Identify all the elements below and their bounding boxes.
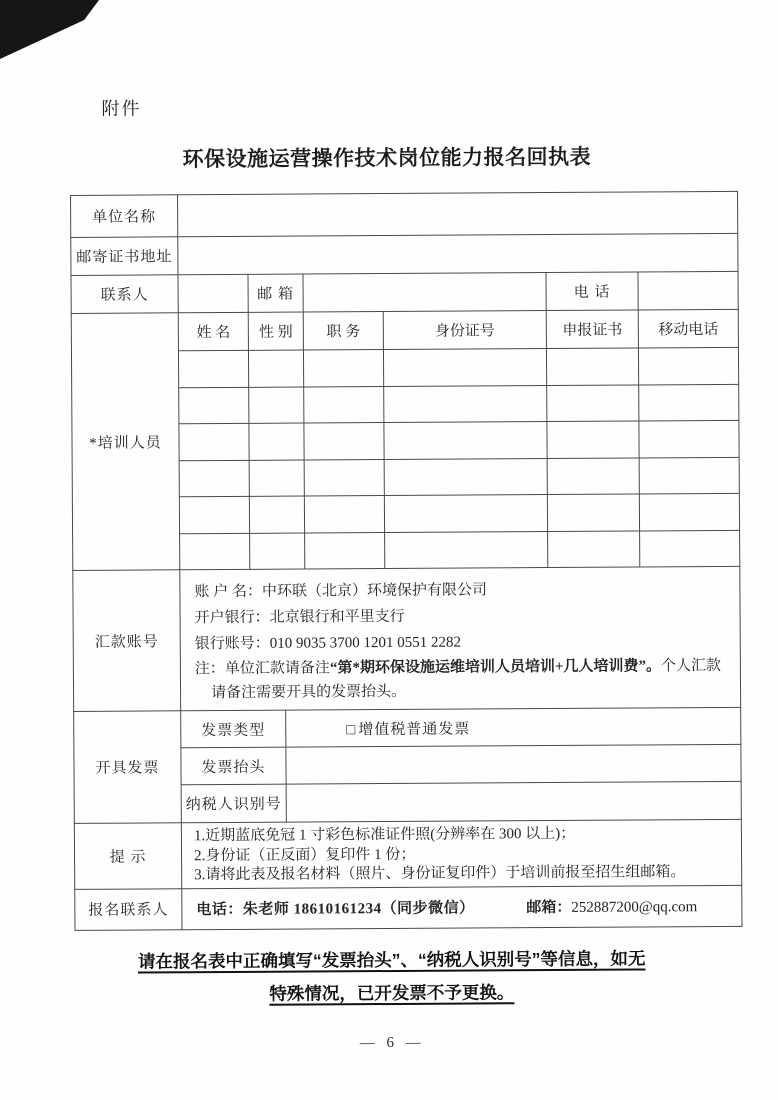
trainee-cell: [179, 460, 249, 496]
trainee-cell: [385, 532, 548, 569]
trainee-cell: [639, 457, 739, 494]
col-position: 职 务: [303, 312, 383, 350]
remittance-note-bold: “第*期环保设施运维培训人员培训+几人培训费”。: [329, 657, 662, 676]
invoice-title-label: 发票抬头: [181, 747, 286, 785]
trainee-cell: [304, 460, 384, 496]
tax-id-label: 纳税人识别号: [181, 784, 286, 823]
trainee-cell: [249, 423, 304, 460]
footer-note-line2: 特殊情况，已开发票不予更换。: [269, 981, 515, 1004]
trainee-cell: [547, 385, 639, 422]
contact-value-cell: [178, 274, 248, 312]
trainee-cell: [179, 387, 249, 423]
registration-contact-row: [75, 885, 742, 930]
trainee-cell: [384, 459, 547, 496]
unit-name-label: 单位名称: [71, 195, 178, 238]
invoice-type-row: [74, 707, 741, 748]
trainee-cell: [250, 533, 305, 569]
invoice-label: 开具发票: [74, 711, 182, 824]
trainee-cell: [178, 350, 248, 387]
tips-row: [74, 819, 741, 889]
registration-form-table: [70, 191, 742, 931]
remittance-details: [180, 566, 741, 710]
trainee-cell: [638, 347, 738, 385]
invoice-type-value: [286, 707, 741, 747]
tips-label: 提 示: [74, 823, 181, 889]
registration-contact-details: [182, 885, 742, 929]
trainee-cell: [547, 421, 639, 459]
invoice-title-value-cell: [286, 744, 741, 784]
col-mobile: 移动电话: [638, 309, 738, 348]
registration-contact-email-value: 252887200@qq.com: [571, 899, 698, 916]
remittance-note-suffix: 个人汇款请备注需要开具的发票抬头。: [211, 657, 722, 701]
phone-label: 电 话: [546, 272, 638, 311]
remittance-account-no: 银行账号：010 9035 3700 1201 0551 2282: [194, 634, 462, 652]
vat-invoice-checkbox: □: [346, 721, 357, 738]
trainees-label: *培训人员: [71, 313, 180, 571]
attachment-label: 附件: [101, 98, 142, 119]
email-value-cell: [303, 273, 546, 312]
tip-item: 3.请将此表及报名材料（照片、身份证复印件）于培训前报至招生组邮箱。: [194, 864, 686, 884]
footer-note-line1: 请在报名表中正确填写“发票抬头”、“纳税人识别号”等信息，如无: [137, 947, 646, 972]
trainee-cell: [547, 494, 639, 532]
vat-invoice-text: 增值税普通发票: [358, 721, 471, 738]
trainee-cell: [547, 458, 639, 495]
contact-label: 联系人: [71, 275, 178, 314]
tip-item: 2.身份证（正反面）复印件 1 份；: [193, 846, 416, 864]
col-certificate: 申报证书: [546, 310, 638, 349]
form-title: 环保设施运营操作技术岗位能力报名回执表: [182, 145, 592, 172]
registration-contact-phone: 电话：朱老师 18610161234（同步微信）: [196, 900, 475, 919]
trainee-cell: [304, 496, 384, 533]
trainee-cell: [639, 384, 739, 421]
remittance-note-prefix: 注：单位汇款请备注: [194, 659, 330, 677]
page-number: — 6 —: [359, 1034, 425, 1051]
remittance-bank: 开户银行：北京银行和平里支行: [194, 608, 405, 626]
col-id-number: 身份证号: [383, 311, 546, 350]
trainee-header-row: [71, 309, 738, 351]
trainee-cell: [546, 348, 638, 386]
contact-row: [71, 271, 738, 313]
tip-item: 1.近期蓝底免冠 1 寸彩色标准证件照(分辨率在 300 以上)；: [193, 825, 576, 845]
trainee-cell: [384, 495, 547, 533]
phone-value-cell: [638, 271, 738, 310]
trainee-cell: [248, 350, 303, 387]
trainee-cell: [639, 493, 739, 531]
trainee-cell: [249, 496, 304, 533]
tax-id-value-cell: [286, 781, 741, 822]
col-name: 姓 名: [178, 312, 248, 350]
remittance-row: [73, 566, 741, 711]
remittance-label: 汇款账号: [73, 570, 181, 712]
email-label: 邮 箱: [248, 274, 303, 312]
trainee-cell: [305, 533, 385, 569]
invoice-type-label: 发票类型: [181, 710, 286, 748]
registration-contact-label: 报名联系人: [75, 888, 182, 930]
trainee-cell: [180, 533, 250, 569]
trainee-cell: [384, 422, 547, 460]
unit-name-row: [71, 191, 738, 237]
mail-address-value-cell: [178, 233, 738, 274]
unit-name-value-cell: [178, 191, 738, 236]
registration-contact-email-label: 邮箱：: [526, 899, 572, 917]
trainee-cell: [179, 423, 249, 460]
footer-warning-note: [3, 941, 778, 1012]
trainee-cell: [304, 423, 384, 460]
col-gender: 性 别: [248, 312, 303, 350]
registration-contact-email: [526, 899, 697, 916]
trainee-cell: [303, 350, 383, 387]
mail-address-label: 邮寄证书地址: [71, 237, 178, 276]
trainee-cell: [640, 530, 740, 567]
trainee-cell: [639, 420, 739, 458]
mail-address-row: [71, 233, 738, 275]
trainee-cell: [249, 460, 304, 496]
tips-content: [181, 819, 741, 888]
remittance-account-name: 账 户 名：中环联（北京）环境保护有限公司: [194, 581, 487, 600]
trainee-cell: [548, 531, 640, 568]
trainee-cell: [179, 496, 249, 533]
trainee-cell: [383, 349, 546, 387]
trainee-cell: [249, 387, 304, 423]
remittance-note: [195, 653, 730, 704]
trainee-cell: [384, 386, 547, 423]
trainee-cell: [304, 387, 384, 423]
